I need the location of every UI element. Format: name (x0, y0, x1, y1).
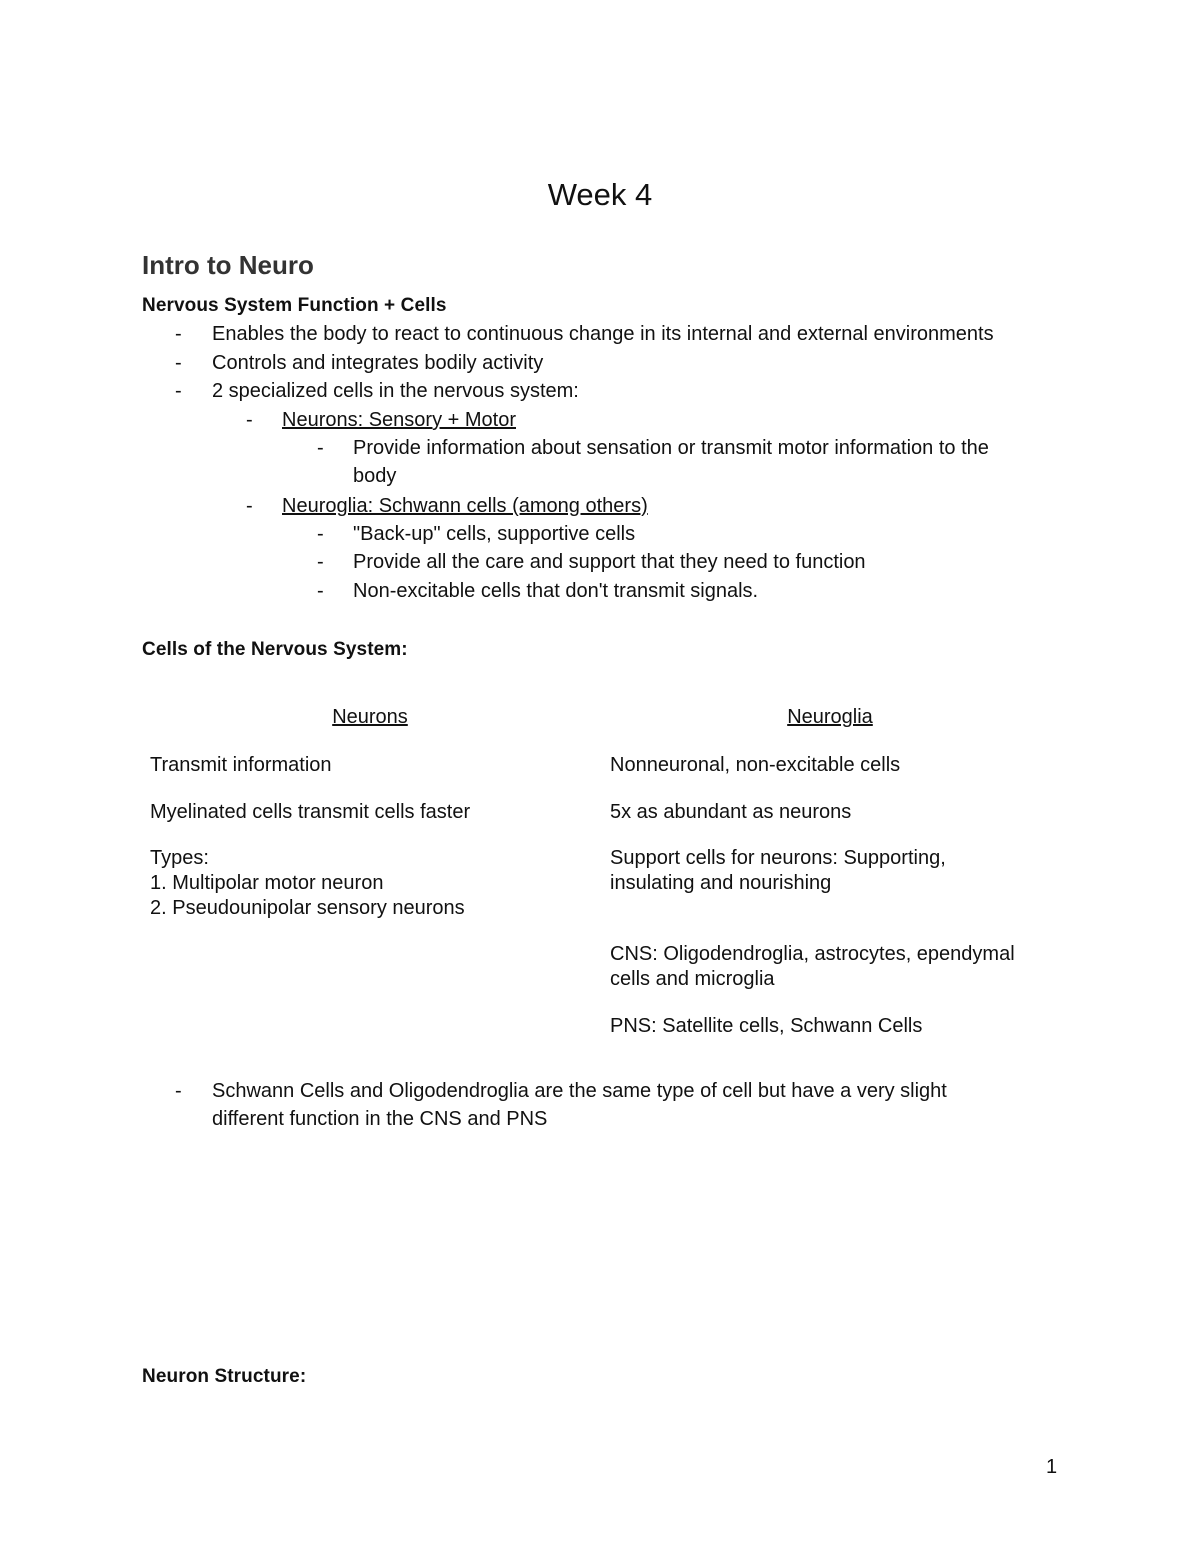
table-cell: Nonneuronal, non-excitable cells (610, 754, 901, 776)
table-cell: CNS: Oligodendroglia, astrocytes, ependymal (610, 943, 1015, 965)
bullet-dash: - (317, 437, 324, 459)
table-cell: Myelinated cells transmit cells faster (150, 801, 471, 823)
bullet-item: Enables the body to react to continuous change in its internal and external environments (212, 323, 994, 345)
note-text-continuation: different function in the CNS and PNS (212, 1108, 548, 1130)
note-text: Schwann Cells and Oligodendroglia are the same type of cell but have a very slight (212, 1080, 947, 1102)
bullet-dash: - (317, 523, 324, 545)
table-cell: insulating and nourishing (610, 872, 832, 894)
bullet-dash: - (317, 551, 324, 573)
bullet-item: Controls and integrates bodily activity (212, 352, 544, 374)
section-heading: Intro to Neuro (142, 250, 314, 280)
bullet-item: 2 specialized cells in the nervous system: (212, 380, 579, 402)
table-header-neuroglia: Neuroglia (787, 706, 873, 728)
bullet-dash: - (246, 495, 253, 517)
subheading-structure: Neuron Structure: (142, 1366, 307, 1387)
bullet-item-neurons: Neurons: Sensory + Motor (282, 409, 516, 431)
table-header-neurons: Neurons (332, 706, 408, 728)
subheading-function: Nervous System Function + Cells (142, 295, 447, 316)
page-title: Week 4 (547, 177, 653, 212)
bullet-dash: - (317, 580, 324, 602)
bullet-item-neuroglia: Neuroglia: Schwann cells (among others) (282, 495, 648, 517)
bullet-item: Provide all the care and support that they need to function (353, 551, 866, 573)
bullet-item: Non-excitable cells that don't transmit signals. (353, 580, 759, 602)
bullet-dash: - (175, 1080, 182, 1102)
table-cell: 2. Pseudounipolar sensory neurons (150, 897, 465, 919)
bullet-item-continuation: body (353, 465, 397, 487)
table-cell: Transmit information (150, 754, 332, 776)
bullet-item: "Back-up" cells, supportive cells (353, 523, 636, 545)
bullet-dash: - (175, 323, 182, 345)
bullet-dash: - (175, 380, 182, 402)
page-number: 1 (1046, 1456, 1058, 1478)
table-cell: PNS: Satellite cells, Schwann Cells (610, 1015, 923, 1037)
table-cell: Types: (150, 847, 209, 869)
table-cell: 1. Multipolar motor neuron (150, 872, 384, 894)
table-cell: 5x as abundant as neurons (610, 801, 852, 823)
table-cell: cells and microglia (610, 968, 775, 990)
bullet-item: Provide information about sensation or transmit motor information to the (353, 437, 989, 459)
subheading-cells: Cells of the Nervous System: (142, 639, 408, 660)
table-cell: Support cells for neurons: Supporting, (610, 847, 946, 869)
bullet-dash: - (175, 352, 182, 374)
bullet-dash: - (246, 409, 253, 431)
